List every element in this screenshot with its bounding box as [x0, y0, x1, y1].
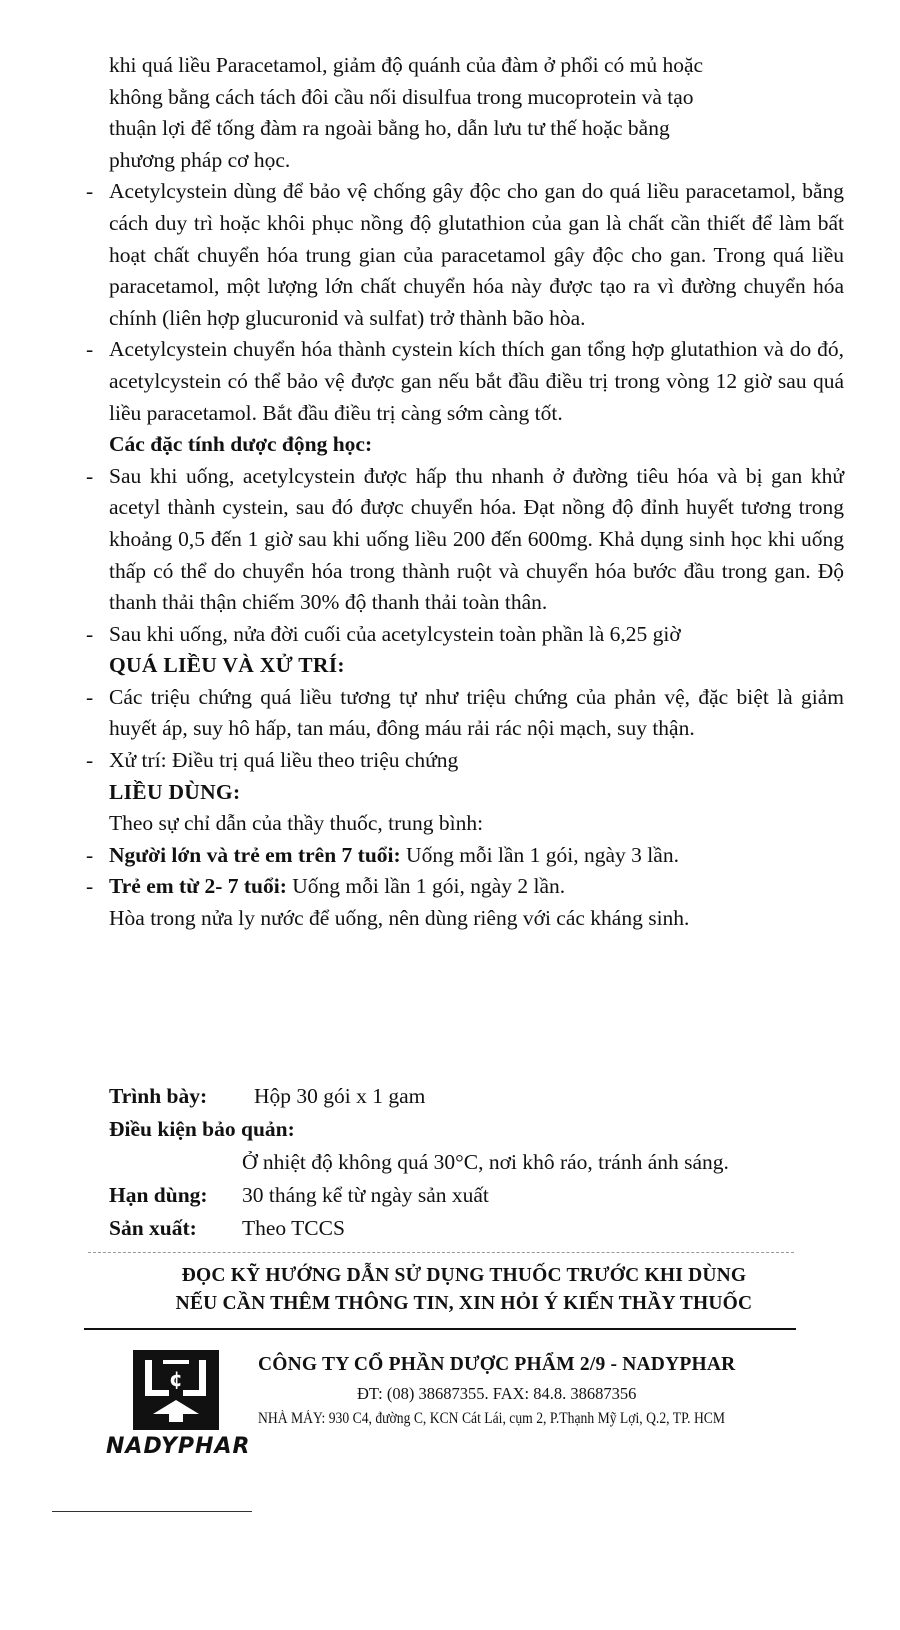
intro-line: khi quá liều Paracetamol, giảm độ quánh của đàm ở phổi có mủ hoặc [109, 53, 704, 77]
pk-bullet: - Sau khi uống, acetylcystein được hấp thu nhanh ở đường tiêu hóa và bị gan khử acetyl thành cystein, sau đó được chuyển hóa. Đạt nồng độ đỉnh huyết tương trong khoảng 0,5 đến 1 giờ sau khi uống liều 200 đến 600mg. Khả dụng sinh học khi uống thấp có thể do chuyển hóa trong thành ruột và chuyển hóa bước đầu trong gan. Độ thanh thải thận chiếm 30% độ thanh thải toàn thân. [84, 461, 844, 619]
solid-divider [84, 1328, 796, 1330]
pk-bullet: - Sau khi uống, nửa đời cuối của acetylcystein toàn phần là 6,25 giờ [84, 619, 844, 651]
pharmacology-bullet: - Acetylcystein chuyển hóa thành cystein kích thích gan tổng hợp glutathion và do đó, acetylcystein có thể bảo vệ được gan nếu bắt đầu điều trị trong vòng 12 giờ sau quá liều paracetamol. Bắt đầu điều trị càng sớm càng tốt. [84, 334, 844, 429]
spec-label: Trình bày: [109, 1084, 208, 1108]
spec-value: Ở nhiệt độ không quá 30°C, nơi khô ráo, tránh ánh sáng. [242, 1150, 729, 1174]
dosage-adult-label: Người lớn và trẻ em trên 7 tuổi: [109, 842, 401, 867]
spec-label: Hạn dùng: [109, 1183, 208, 1207]
spec-expiry [109, 1179, 849, 1212]
overdose-heading: QUÁ LIỀU VÀ XỬ TRÍ: [109, 653, 345, 678]
warning-line-1: ĐỌC KỸ HƯỚNG DẪN SỬ DỤNG THUỐC TRƯỚC KHI DÙNG [181, 1265, 747, 1286]
spec-storage-value-row [109, 1146, 849, 1179]
dosage-child [84, 871, 844, 903]
product-specs [109, 1080, 849, 1245]
leaflet-body [84, 50, 844, 935]
intro-line: thuận lợi để tống đàm ra ngoài bằng ho, dẫn lưu tư thế hoặc bằng [109, 116, 670, 141]
dosage-adult-text: Uống mỗi lần 1 gói, ngày 3 lần. [400, 842, 679, 867]
dosage-heading: LIỀU DÙNG: [109, 779, 241, 804]
spec-label: Điều kiện bảo quản: [109, 1117, 295, 1141]
dosage-child-label: Trẻ em từ 2- 7 tuổi: [109, 874, 287, 899]
company-name: CÔNG TY CỔ PHẦN DƯỢC PHẨM 2/9 - NADYPHAR [258, 1354, 736, 1375]
spec-value: Theo TCCS [242, 1216, 345, 1240]
logo-wordmark: NADYPHAR [106, 1434, 251, 1459]
spec-value: 30 tháng kể từ ngày sản xuất [242, 1183, 489, 1207]
dosage-adult [84, 840, 844, 872]
overdose-bullet: - Các triệu chứng quá liều tương tự như triệu chứng của phản vệ, đặc biệt là giảm huyết áp, suy hô hấp, tan máu, đông máu rải rác nội mạch, suy thận. [84, 682, 844, 745]
company-factory-address: NHÀ MÁY: 930 C4, đường C, KCN Cát Lái, cụm 2, P.Thạnh Mỹ Lợi, Q.2, TP. HCM [258, 1410, 726, 1427]
pk-heading: Các đặc tính dược động học: [109, 432, 373, 457]
spec-manufacture [109, 1212, 849, 1245]
pharmacology-bullet: - Acetylcystein dùng để bảo vệ chống gây độc cho gan do quá liều paracetamol, bằng cách duy trì hoặc khôi phục nồng độ glutathion của gan là chất cần thiết để làm bất hoạt chất chuyển hóa trung gian của paracetamol gây độc cho gan. Trong quá liều paracetamol, một lượng lớn chất chuyển hóa này được tạo ra vì đường chuyển hóa chính (liên hợp glucuronid và sulfat) trở thành bão hòa. [84, 176, 844, 334]
dosage-child-text: Uống mỗi lần 1 gói, ngày 2 lần. [286, 874, 566, 899]
company-contact: ĐT: (08) 38687355. FAX: 84.8. 38687356 [357, 1384, 637, 1403]
bottom-rule [52, 1511, 252, 1512]
overdose-bullet: - Xử trí: Điều trị quá liều theo triệu chứng [84, 745, 844, 777]
intro-line: không bằng cách tách đôi cầu nối disulfua trong mucoprotein và tạo [109, 84, 694, 109]
spec-label: Sản xuất: [109, 1216, 197, 1240]
intro-line: phương pháp cơ học. [109, 147, 291, 172]
spec-storage [109, 1113, 849, 1146]
dosage-note: Hòa trong nửa ly nước để uống, nên dùng riêng với các kháng sinh. [109, 906, 690, 931]
svg-text:¢: ¢ [169, 1367, 183, 1391]
nadyphar-logo-icon [133, 1350, 219, 1435]
warning-line-2: NẾU CẦN THÊM THÔNG TIN, XIN HỎI Ý KIẾN THẦY THUỐC [175, 1293, 753, 1314]
spec-value: Hộp 30 gói x 1 gam [254, 1084, 426, 1108]
dashed-divider [88, 1252, 794, 1253]
dosage-intro: Theo sự chỉ dẫn của thầy thuốc, trung bình: [109, 811, 484, 836]
spec-presentation [109, 1080, 849, 1113]
